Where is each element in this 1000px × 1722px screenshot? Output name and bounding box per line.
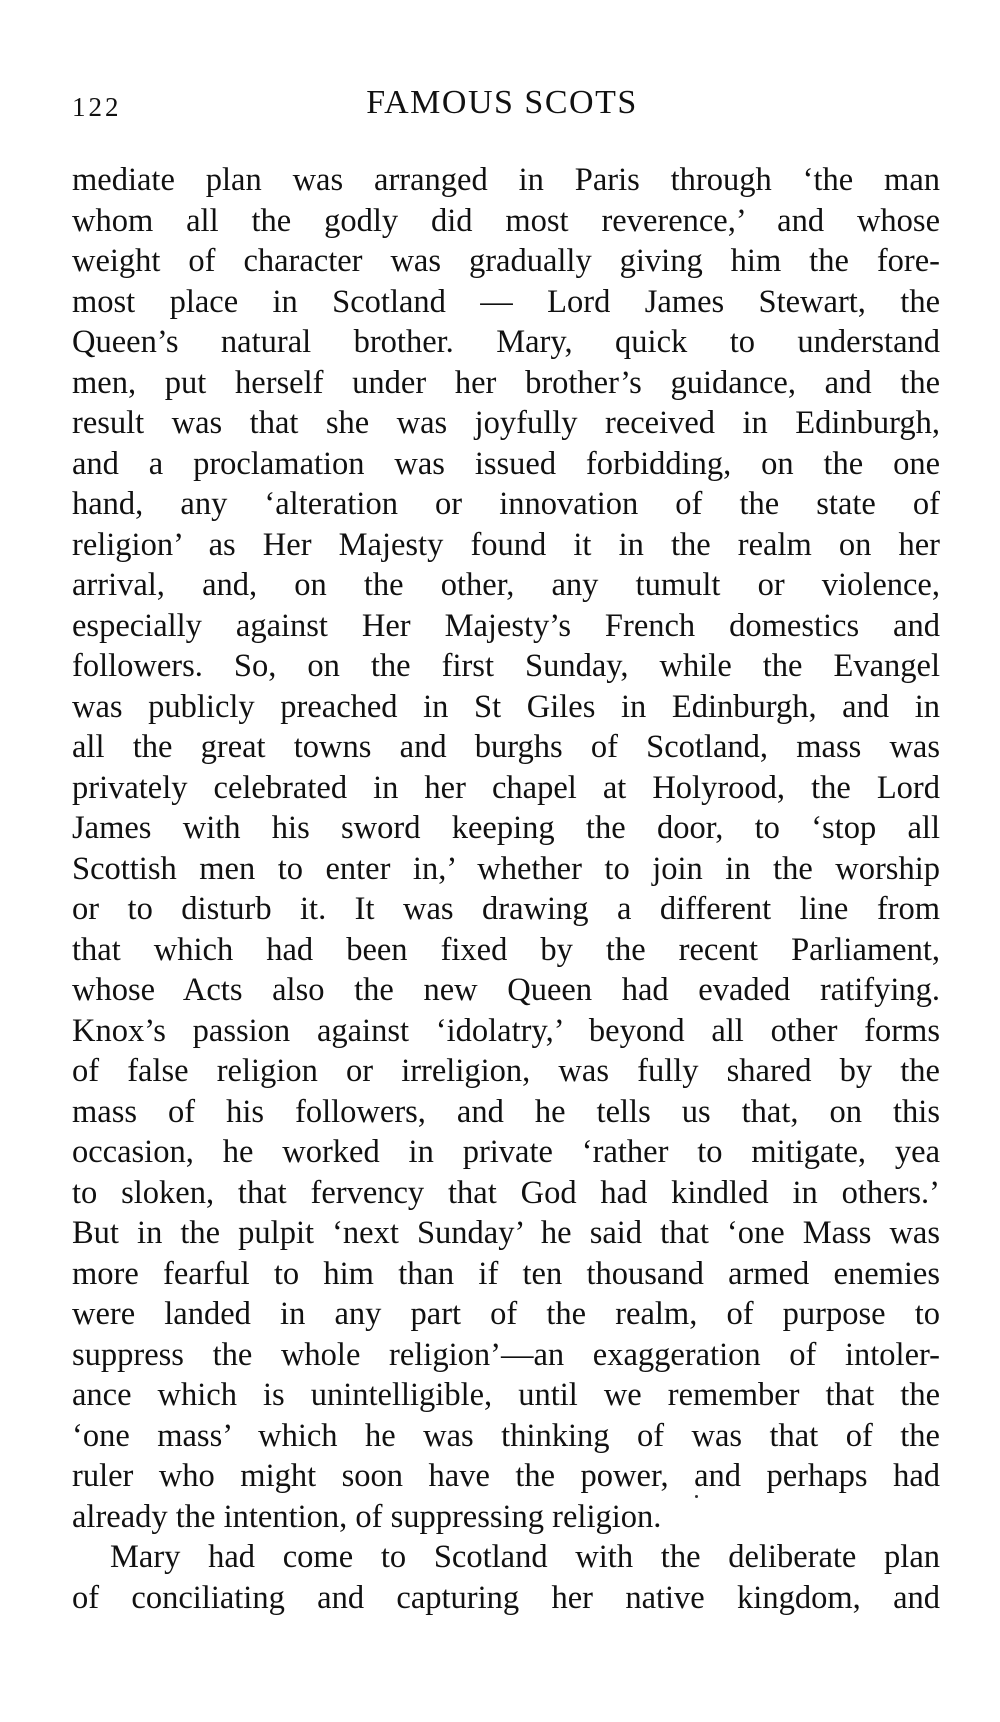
text-line: Queen’s natural brother. Mary, quick to understand [72, 324, 940, 360]
text-line: that which had been fixed by the recent Parliament, [72, 931, 940, 968]
text-line: or to disturb it. It was drawing a different line from [72, 891, 940, 927]
text-line: religion’ as Her Majesty found it in the realm on her [72, 526, 940, 563]
body-text [72, 160, 940, 1618]
text-line: most place in Scotland — Lord James Stewart, the [72, 283, 940, 320]
text-line: of false religion or irreligion, was fully shared by the [72, 1053, 940, 1089]
text-line: weight of character was gradually giving him the fore- [72, 243, 940, 279]
paragraph-end-line: already the intention, of suppressing religion. [72, 1498, 662, 1535]
text-line: of conciliating and capturing her native kingdom, and [72, 1579, 940, 1616]
text-line: whose Acts also the new Queen had evaded ratifying. [72, 972, 940, 1008]
text-line: mediate plan was arranged in Paris through ‘the man [72, 162, 940, 198]
text-line: were landed in any part of the realm, of purpose to [72, 1296, 940, 1332]
text-line: James with his sword keeping the door, to ‘stop all [72, 810, 940, 846]
text-line: suppress the whole religion’—an exaggeration of intoler- [72, 1336, 940, 1373]
text-line: to sloken, that fervency that God had kindled in others.’ [72, 1174, 940, 1211]
text-line: result was that she was joyfully received in Edinburgh, [72, 405, 940, 441]
paragraph-start-line: Mary had come to Scotland with the deliberate plan [110, 1539, 940, 1575]
text-line: whom all the godly did most reverence,’ and whose [72, 202, 940, 239]
text-line: ‘one mass’ which he was thinking of was that of the [72, 1417, 940, 1454]
running-head [72, 84, 932, 132]
text-line: mass of his followers, and he tells us that, on this [72, 1093, 940, 1130]
text-line: But in the pulpit ‘next Sunday’ he said that ‘one Mass was [72, 1215, 940, 1251]
text-line: ruler who might soon have the power, and perhaps had [72, 1458, 940, 1494]
text-line: hand, any ‘alteration or innovation of the state of [72, 486, 940, 522]
page-number: 122 [72, 92, 122, 122]
text-line: ance which is unintelligible, until we remember that the [72, 1377, 940, 1413]
text-line: all the great towns and burghs of Scotland, mass was [72, 729, 940, 765]
text-line: was publicly preached in St Giles in Edinburgh, and in [72, 688, 940, 725]
text-line: more fearful to him than if ten thousand armed enemies [72, 1255, 940, 1292]
text-line: Scottish men to enter in,’ whether to join in the worship [72, 850, 940, 887]
text-line: privately celebrated in her chapel at Holyrood, the Lord [72, 769, 940, 806]
ink-speck [695, 1495, 698, 1498]
text-line: especially against Her Majesty’s French domestics and [72, 607, 940, 644]
running-title: FAMOUS SCOTS [366, 84, 638, 121]
text-line: and a proclamation was issued forbidding, on the one [72, 445, 940, 482]
text-line: arrival, and, on the other, any tumult or violence, [72, 567, 940, 603]
text-line: followers. So, on the first Sunday, while the Evangel [72, 648, 940, 684]
text-line: Knox’s passion against ‘idolatry,’ beyond all other forms [72, 1012, 940, 1049]
text-line: men, put herself under her brother’s guidance, and the [72, 364, 940, 401]
text-line: occasion, he worked in private ‘rather to mitigate, yea [72, 1134, 940, 1170]
